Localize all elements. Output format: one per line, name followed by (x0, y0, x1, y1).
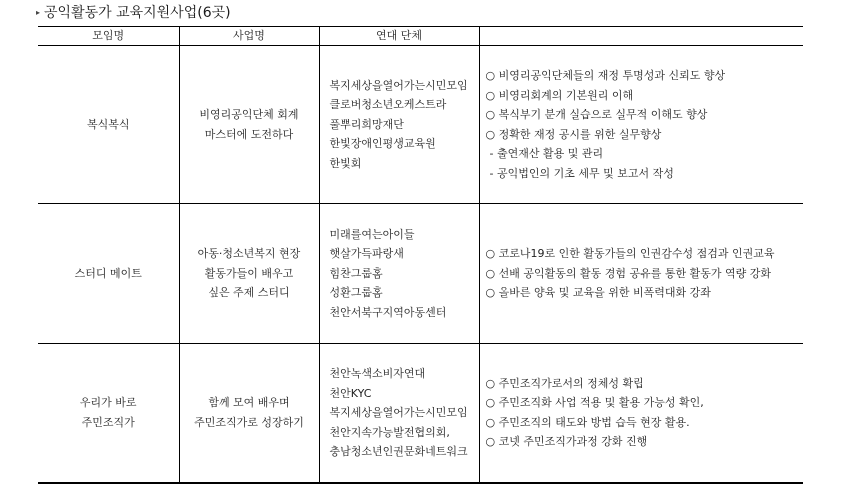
section-title-text: 공익활동가 교육지원사업(6곳) (44, 5, 231, 21)
goals-cell: ○ 코로나19로 인한 활동가들의 인권감수성 점검과 인권교육 ○ 선배 공익활동의 활동 경험 공유를 통한 활동가 역량 강화 ○ 올바른 양육 및 교육을 위한 비폭력대화 강좌 (479, 204, 803, 344)
goals-cell: ○ 주민조직가로서의 정체성 확립 ○ 주민조직화 사업 적용 및 활용 가능성 확인, ○ 주민조직의 태도와 방법 습득 현장 활용. ○ 코넷 주민조직가과정 강화 진행 (479, 344, 803, 483)
table-header-row (38, 27, 803, 46)
partner-orgs-cell: 미래를여는아이들 햇살가득파랑새 힘찬그룹홈 성환그룹홈 천안서북구지역아동센터 (319, 204, 479, 344)
table-row (38, 204, 803, 344)
header-project-name: 사업명 (179, 27, 319, 46)
table-row (38, 344, 803, 483)
header-group-name: 모임명 (38, 27, 179, 46)
table-row (38, 46, 803, 204)
bullet-icon: ▸ (36, 8, 41, 17)
group-name-cell: 복식복식 (38, 46, 179, 204)
header-goals (479, 27, 803, 46)
project-name-cell: 아동·청소년복지 현장 활동가들이 배우고 싶은 주제 스터디 (179, 204, 319, 344)
project-name-cell: 함께 모여 배우며 주민조직가로 성장하기 (179, 344, 319, 483)
header-partner-orgs: 연대 단체 (319, 27, 479, 46)
group-name-cell: 스터디 메이트 (38, 204, 179, 344)
goals-cell: ○ 비영리공익단체들의 재정 투명성과 신뢰도 향상 ○ 비영리회계의 기본원리 이해 ○ 복식부기 분개 실습으로 실무적 이해도 향상 ○ 정확한 재정 공시를 위한 실무향상 - 출연재산 활용 및 관리 - 공익법인의 기초 세무 및 보고서 작성 (479, 46, 803, 204)
section-title (36, 2, 231, 22)
partner-orgs-cell: 천안녹색소비자연대 천안KYC 복지세상을열어가는시민모임 천안지속가능발전협의회, 충남청소년인권문화네트워크 (319, 344, 479, 483)
partner-orgs-cell: 복지세상을열어가는시민모임 클로버청소년오케스트라 풀뿌리희망재단 한빛장애인평생교육원 한빛회 (319, 46, 479, 204)
group-name-cell: 우리가 바로 주민조직가 (38, 344, 179, 483)
project-name-cell: 비영리공익단체 회계 마스터에 도전하다 (179, 46, 319, 204)
program-table (38, 26, 803, 484)
